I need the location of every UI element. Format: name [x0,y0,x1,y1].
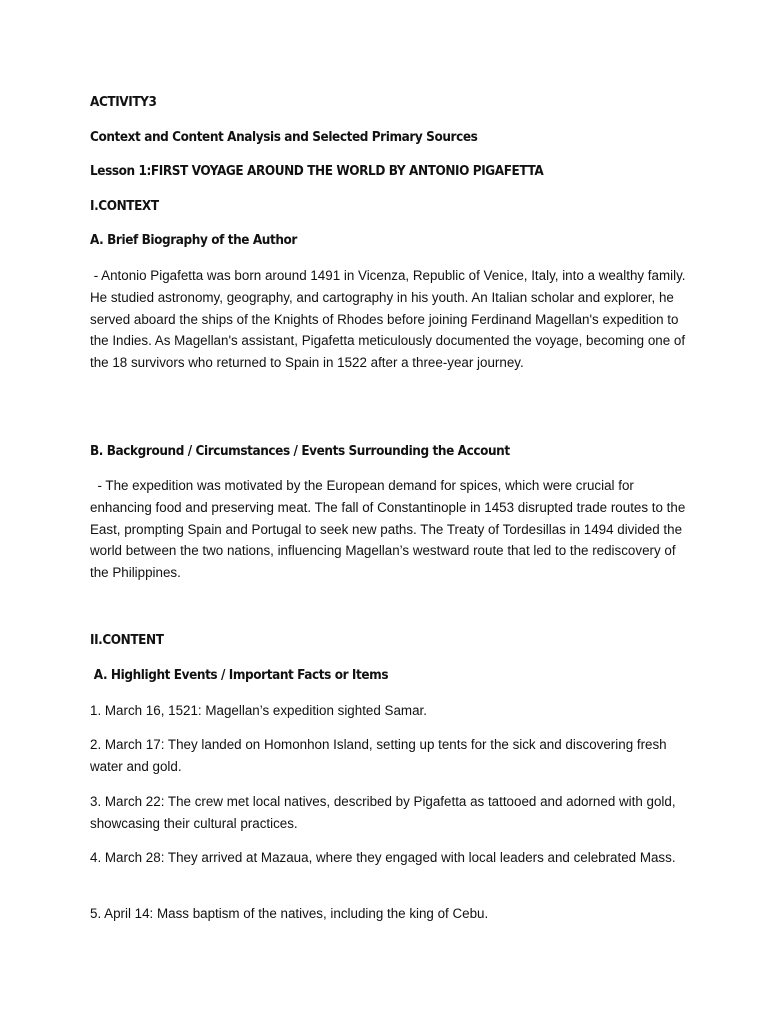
activity-title: ACTIVITY3 [90,95,157,110]
context-b-paragraph: - The expedition was motivated by the European demand for spices, which were crucial for enhancing food and preserving meat. The fall of Constantinople in 1453 disrupted trade routes to the East, prompting Spain and Portugal to seek new paths. The Treaty of Tordesillas in 1494 divided the world between the two nations, influencing Magellan’s westward route that led to the rediscovery of the Philippines. [90,478,690,581]
event-item: 3. March 22: The crew met local natives, described by Pigafetta as tattooed and adorned with gold, showcasing their cultural practices. [90,794,680,831]
context-a-heading: A. Brief Biography of the Author [90,233,297,248]
section-heading-content: II.CONTENT [90,633,164,648]
context-a-paragraph: - Antonio Pigafetta was born around 1491 in Vicenza, Republic of Venice, Italy, into a wealthy family. He studied astronomy, geography, and cartography in his youth. An Italian scholar and explorer, he served aboard the ships of the Knights of Rhodes before joining Ferdinand Magellan's expedition to the Indies. As Magellan's assistant, Pigafetta meticulously documented the voyage, becoming one of the 18 survivors who returned to Spain in 1522 after a three-year journey. [90,268,690,371]
section-heading-context: I.CONTEXT [90,199,159,214]
content-a-heading: A. Highlight Events / Important Facts or Items [90,668,389,683]
event-item: 5. April 14: Mass baptism of the natives, including the king of Cebu. [90,906,489,921]
lesson-title: Lesson 1:FIRST VOYAGE AROUND THE WORLD BY ANTONIO PIGAFETTA [90,164,544,179]
event-item: 2. March 17: They landed on Homonhon Island, setting up tents for the sick and discovering fresh water and gold. [90,737,671,774]
event-item: 4. March 28: They arrived at Mazaua, where they engaged with local leaders and celebrated Mass. [90,850,676,865]
document-subtitle: Context and Content Analysis and Selected Primary Sources [90,130,478,145]
context-b-heading: B. Background / Circumstances / Events Surrounding the Account [90,444,510,459]
event-item: 1. March 16, 1521: Magellan’s expedition sighted Samar. [90,703,427,718]
